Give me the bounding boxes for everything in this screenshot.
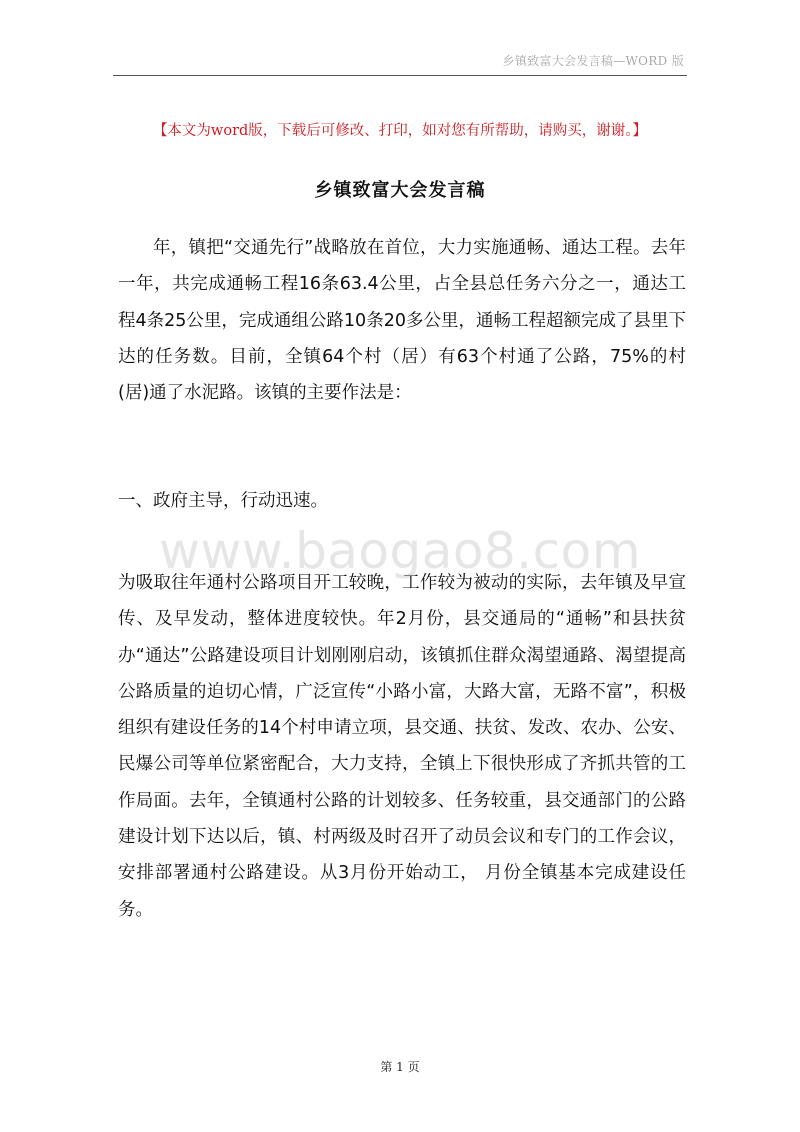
body-paragraph-intro: 年，镇把“交通先行”战略放在首位，大力实施通畅、通达工程。去年一年，共完成通畅工程16条63.4公里，占全县总任务六分之一，通达工程4条25公里，完成通组公路10条20多公里，通畅工程超额完成了县里下达的任务数。目前，全镇64个村（居）有63个村通了公路，75%的村(居)通了水泥路。该镇的主要作法是：: [118, 238, 686, 404]
watermark: www.baogao8.com: [159, 522, 641, 580]
document-title: 乡镇致富大会发言稿: [314, 180, 486, 201]
header-divider: [113, 75, 687, 76]
section-heading: 一、政府主导，行动迅速。: [118, 491, 328, 511]
page-header: 乡镇致富大会发言稿—WORD 版: [502, 54, 684, 68]
page-number: 第 1 页: [380, 1060, 420, 1074]
body-paragraph-section-one: 为吸取往年通村公路项目开工较晚，工作较为被动的实际，去年镇及早宣传、及早发动，整体进度较快。年2月份，县交通局的“通畅”和县扶贫办“通达”公路建设项目计划刚刚启动，该镇抓住群众渴望通路、渴望提高公路质量的迫切心情，广泛宣传“小路小富，大路大富，无路不富”，积极组织有建设任务的14个村申请立项，县交通、扶贫、发改、农办、公安、民爆公司等单位紧密配合，大力支持，全镇上下很快形成了齐抓共管的工作局面。去年，全镇通村公路的计划较多、任务较重，县交通部门的公路建设计划下达以后，镇、村两级及时召开了动员会议和专门的工作会议，安排部署通村公路建设。从3月份开始动工， 月份全镇基本完成建设任务。: [118, 573, 686, 920]
purchase-notice: 【本文为word版，下载后可修改、打印，如对您有所帮助，请购买，谢谢。】: [152, 123, 648, 139]
